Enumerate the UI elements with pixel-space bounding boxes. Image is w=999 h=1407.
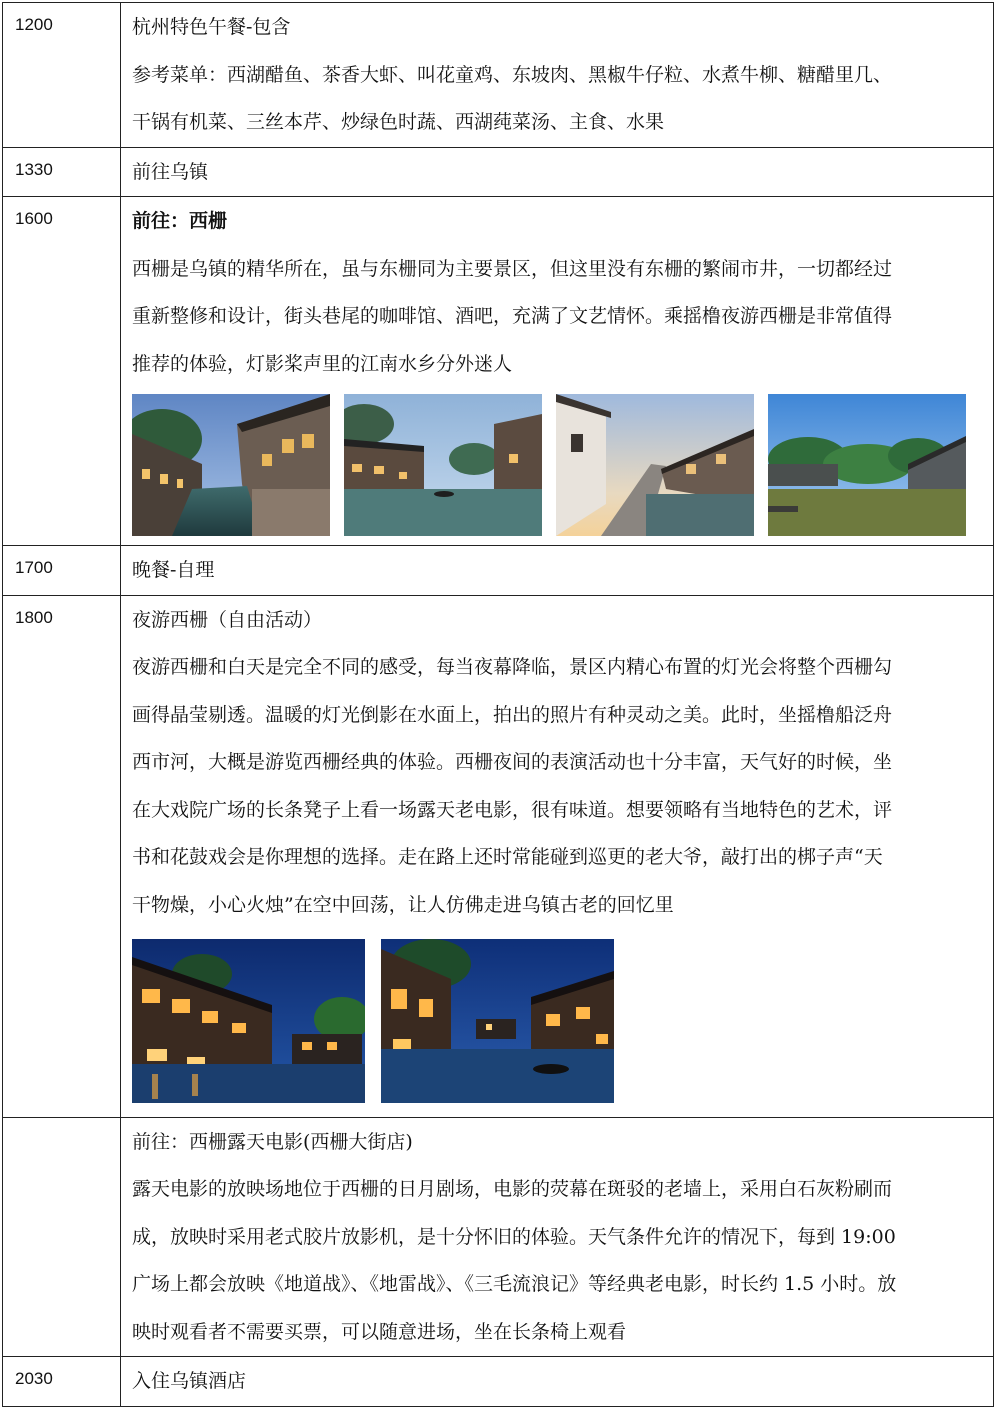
- row-text-line: 成，放映时采用老式胶片放影机，是十分怀旧的体验。天气条件允许的情况下，每到 19:00: [132, 1225, 896, 1248]
- wuzhen-night-canal-photo-2: [381, 939, 614, 1103]
- wuzhen-green-trees-photo: [768, 394, 966, 536]
- table-row: [3, 1357, 994, 1407]
- content-cell: [121, 147, 994, 197]
- wuzhen-night-canal-photo-1: [132, 939, 365, 1103]
- row-text-line: 西栅是乌镇的精华所在，虽与东栅同为主要景区，但这里没有东栅的繁闹市井，一切都经过: [132, 257, 893, 280]
- photo-row: [132, 929, 985, 1111]
- table-row: [3, 197, 994, 546]
- row-title: 入住乌镇酒店: [132, 1370, 247, 1392]
- row-text-line: 重新整修和设计，街头巷尾的咖啡馆、酒吧，充满了文艺情怀。乘摇橹夜游西栅是非常值得: [132, 305, 893, 327]
- row-title: 杭州特色午餐-包含: [132, 16, 291, 38]
- time-cell: 1600: [3, 197, 121, 546]
- row-text-line: 映时观看者不需要买票，可以随意进场，坐在长条椅上观看: [132, 1320, 627, 1343]
- row-title: 前往：西栅: [132, 210, 228, 232]
- row-title: 前往：西栅露天电影(西栅大街店): [132, 1130, 413, 1153]
- time-cell: 1700: [3, 546, 121, 596]
- time-cell: 2030: [3, 1357, 121, 1407]
- row-text-line: 参考菜单：西湖醋鱼、茶香大虾、叫花童鸡、东坡肉、黑椒牛仔粒、水煮牛柳、糖醋里几、: [132, 63, 893, 86]
- photo-row: [132, 388, 985, 544]
- row-text-line: 在大戏院广场的长条凳子上看一场露天老电影，很有味道。想要领略有当地特色的艺术，评: [132, 798, 893, 821]
- row-text-line: 干锅有机菜、三丝本芹、炒绿色时蔬、西湖莼菜汤、主食、水果: [132, 111, 665, 133]
- row-text-line: 广场上都会放映《地道战》、《地雷战》、《三毛流浪记》等经典老电影，时长约 1.5 小时。放: [132, 1273, 897, 1295]
- content-cell: [121, 595, 994, 1117]
- table-row: [3, 595, 994, 1117]
- row-title: 前往乌镇: [132, 160, 209, 183]
- wuzhen-twilight-boat-photo: [344, 394, 542, 536]
- itinerary-table: [2, 2, 994, 1407]
- content-cell: [121, 1357, 994, 1407]
- time-cell: 1330: [3, 147, 121, 197]
- time-cell: 1800: [3, 595, 121, 1117]
- time-cell: [3, 1117, 121, 1357]
- row-text-line: 露天电影的放映场地位于西栅的日月剧场，电影的荧幕在斑驳的老墙上，采用白石灰粉刷而: [132, 1178, 893, 1200]
- row-text-line: 推荐的体验，灯影桨声里的江南水乡分外迷人: [132, 352, 513, 375]
- content-cell: [121, 1117, 994, 1357]
- wuzhen-stone-path-photo: [556, 394, 754, 536]
- table-row: [3, 1117, 994, 1357]
- content-cell: [121, 197, 994, 546]
- table-row: [3, 3, 994, 148]
- row-title: 夜游西栅（自由活动）: [132, 608, 323, 631]
- table-row: [3, 147, 994, 197]
- row-text-line: 西市河，大概是游览西栅经典的体验。西栅夜间的表演活动也十分丰富，天气好的时候，坐: [132, 751, 893, 773]
- content-cell: [121, 546, 994, 596]
- content-cell: [121, 3, 994, 148]
- row-text-line: 夜游西栅和白天是完全不同的感受，每当夜幕降临，景区内精心布置的灯光会将整个西栅勾: [132, 656, 893, 678]
- table-row: [3, 546, 994, 596]
- wuzhen-dusk-canal-photo: [132, 394, 330, 536]
- row-text-line: 书和花鼓戏会是你理想的选择。走在路上还时常能碰到巡更的老大爷，敲打出的梆子声“天: [132, 846, 883, 868]
- time-cell: 1200: [3, 3, 121, 148]
- row-text-line: 画得晶莹剔透。温暖的灯光倒影在水面上，拍出的照片有种灵动之美。此时，坐摇橹船泛舟: [132, 703, 893, 726]
- row-text-line: 干物燥，小心火烛”在空中回荡，让人仿佛走进乌镇古老的回忆里: [132, 893, 674, 916]
- row-title: 晚餐-自理: [132, 559, 215, 581]
